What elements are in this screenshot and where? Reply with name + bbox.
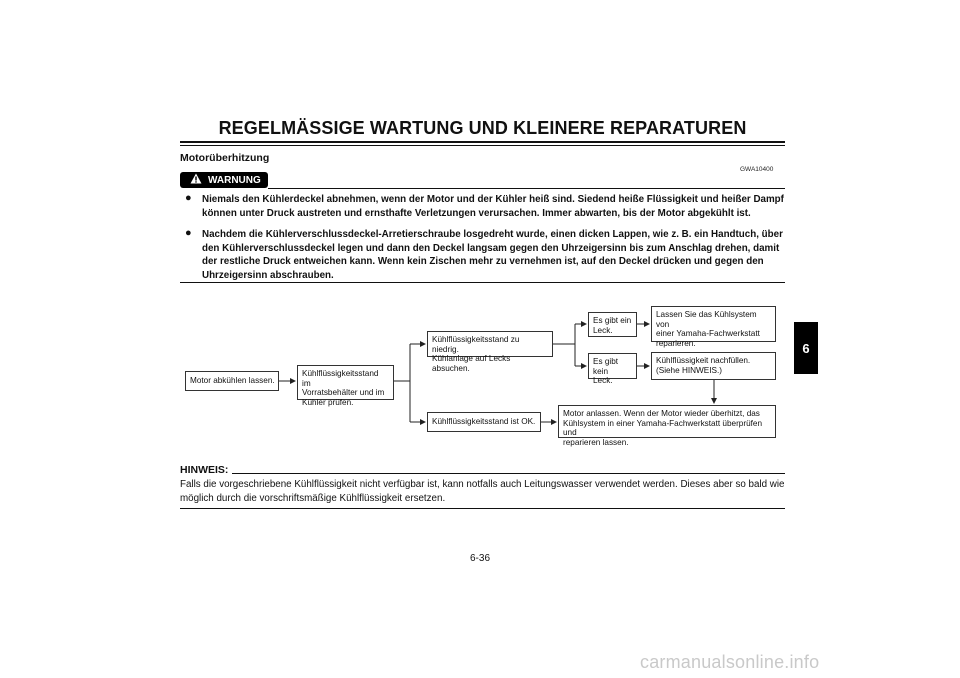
flow-box-refill — [651, 352, 776, 380]
flow-box-yamaha — [651, 306, 776, 348]
note-rule-bottom — [180, 508, 785, 509]
flow-box-cool — [185, 371, 279, 391]
page-number: 6-36 — [469, 553, 490, 564]
flow-box-noleak — [588, 353, 637, 385]
flow-box-low — [427, 331, 553, 373]
bullet-icon: ● — [185, 227, 192, 239]
flow-box-start-text: Motor anlassen. Wenn der Motor wieder überhitzt, das Kühlsystem in einer Yamaha-Fachwerkstatt überprüfen und reparieren lassen. — [563, 409, 763, 447]
chapter-tab[interactable]: 6 — [794, 322, 818, 374]
warning-label: WARNUNG — [208, 174, 261, 186]
flow-box-low-text: Kühlflüssigkeitsstand zu niedrig. Kühlanlage auf Lecks absuchen. — [432, 335, 520, 373]
flow-box-start — [558, 405, 776, 447]
page-title: REGELMÄSSIGE WARTUNG UND KLEINERE REPARATUREN — [218, 118, 747, 138]
flow-box-refill-text: Kühlflüssigkeit nachfüllen. (Siehe HINWEIS.) — [656, 356, 751, 375]
flow-box-yamaha-text: Lassen Sie das Kühlsystem von einer Yamaha-Fachwerkstatt reparieren. — [656, 310, 760, 348]
flow-box-ok — [427, 412, 541, 432]
note-text: Falls die vorgeschriebene Kühlflüssigkeit nicht verfügbar ist, kann notfalls auch Leitungswasser verwendet werden. Dieses aber so bald wie möglich durch die vorschriftsmäßige Kühlflüssigkeit ersetzen. — [180, 479, 785, 504]
bullet-icon: ● — [185, 192, 192, 204]
flow-box-leak — [588, 312, 637, 337]
flow-box-check — [297, 365, 394, 407]
note-label: HINWEIS: — [180, 464, 229, 476]
warning-code: GWA10400 — [740, 166, 774, 173]
flow-box-noleak-text: Es gibt kein Leck. — [593, 357, 619, 385]
flow-box-leak-text: Es gibt ein Leck. — [593, 316, 632, 335]
watermark: carmanualsonline.info — [640, 652, 820, 672]
note-rule-top — [232, 473, 785, 474]
section-heading: Motorüberhitzung — [180, 152, 270, 164]
flow-box-ok-text: Kühlflüssigkeitsstand ist OK. — [432, 417, 536, 426]
flow-box-check-text: Kühlflüssigkeitsstand im Vorratsbehälter und im Kühler prüfen. — [302, 369, 385, 407]
warning-item-text: Nachdem die Kühlerverschlussdeckel-Arretierschraube losgedreht wurde, einen dicken Lappen, wie z. B. ein Handtuch, über den Kühlerverschlussdeckel legen und dann den Deckel langsam gegen den Uhrzeigersinn bis zum Anschlag drehen, damit der restliche Druck entweichen kann. Wenn kein Zischen mehr zu vernehmen ist, auf den Deckel drücken und gegen den Uhrzeigersinn abschrauben. — [202, 229, 783, 281]
warning-item-text: Niemals den Kühlerdeckel abnehmen, wenn der Motor und der Kühler heiß sind. Siedend heiße Flüssigkeit und heißer Dampf können unter Druck austreten und ernsthafte Verletzungen verursachen. Immer abwarten, bis der Motor abgekühlt ist. — [202, 194, 784, 219]
flow-box-cool-text: Motor abkühlen lassen. — [190, 376, 275, 385]
